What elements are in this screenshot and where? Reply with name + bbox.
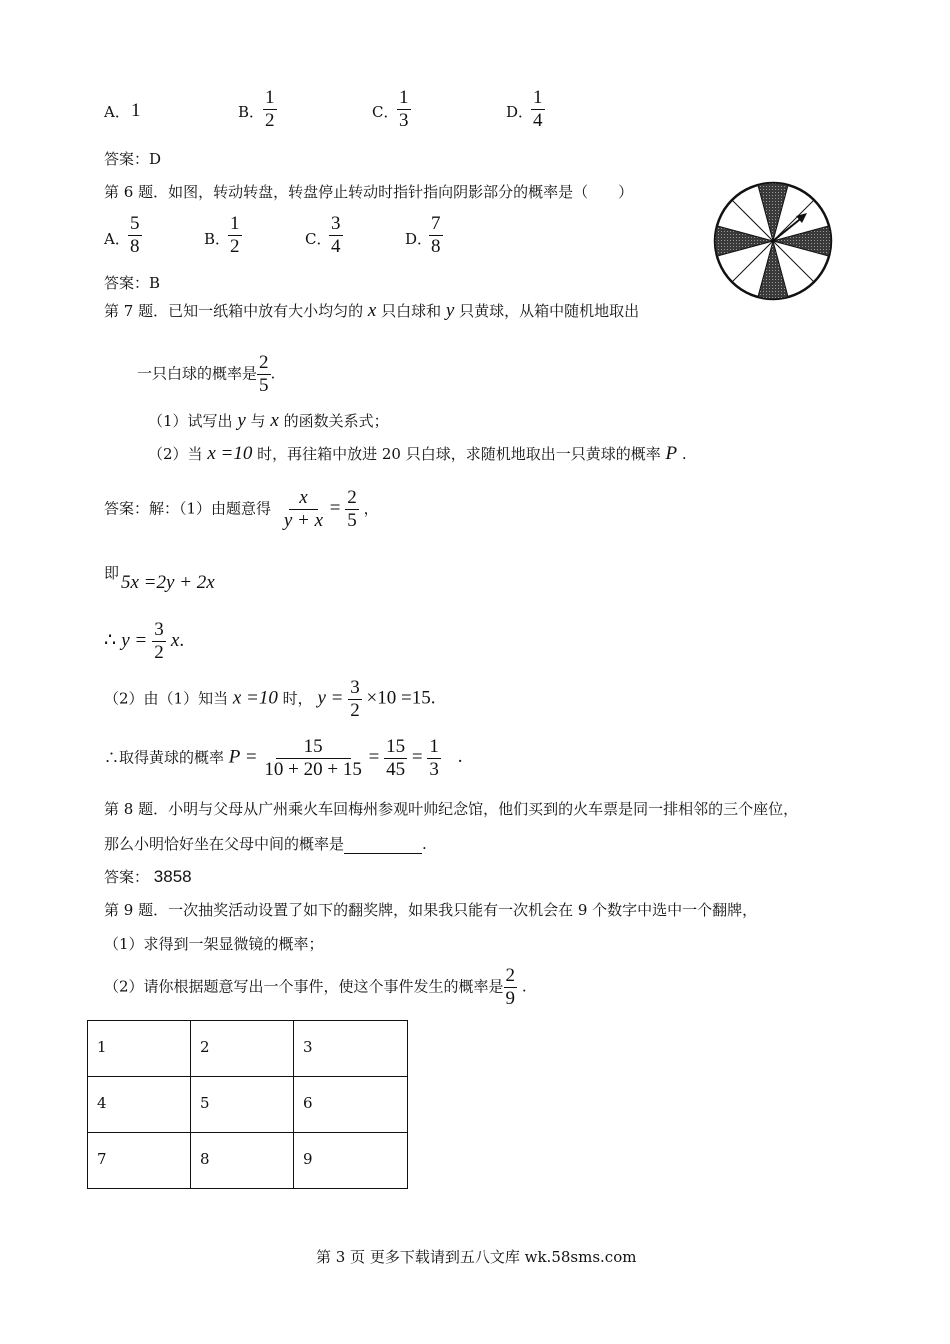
q6-opt-d-label: D． [405, 230, 433, 248]
q7-sub2-b: 时，再往箱中放进 20 只白球，求随机地取出一只黄球的概率 [257, 445, 661, 463]
q7-eq2-lhs: y = [121, 629, 148, 651]
grid-cell: 9 [294, 1133, 408, 1189]
q6-opt-a-fraction: $\frac{5}{8}$ [130, 213, 140, 257]
grid-cell: 7 [88, 1133, 191, 1189]
q7-part2-fraction: $\frac{3}{2}$ [350, 677, 360, 721]
q7-intro [104, 300, 639, 322]
q7-sub1-b: 与 [250, 412, 266, 430]
q5-opt-b-fraction: $\frac{1}{2}$ [265, 87, 275, 131]
q7-sub2: （2）当 x =10 时，再往箱中放进 20 只白球，求随机地取出一只黄球的概率 P . [148, 443, 687, 464]
q7-line2: 一只白球的概率是 $\frac{2}{5}$ . [137, 352, 276, 396]
grid-cell: 6 [294, 1077, 408, 1133]
grid-cell: 5 [191, 1077, 294, 1133]
q5-opt-a-label: A． [104, 103, 130, 121]
q7-answer-lhs-fraction: $\frac{x}{y + x}$ [283, 487, 324, 531]
q7-equation2: ∴ y = $\frac{3}{2}$ x. [104, 619, 185, 663]
q7-sub1-c: 的函数关系式； [283, 412, 389, 430]
q5-opt-d-fraction: $\frac{1}{4}$ [533, 87, 543, 131]
q7-part2-var-y: y = [317, 687, 344, 709]
page-footer: 第 3 页 更多下载请到五八文库 wk.58sms.com [316, 1248, 637, 1266]
q9-sub1: （1）求得到一架显微镜的概率； [104, 935, 324, 953]
q7-probability-var: P = [228, 746, 258, 768]
q6-opt-c-label: C． [305, 230, 332, 248]
q5-opt-d-label: D． [506, 103, 534, 121]
q8-line1: 第 8 题．小明与父母从广州乘火车回梅州参观叶帅纪念馆，他们买到的火车票是同一排相邻的三个座位， [104, 800, 799, 818]
q9-line1: 第 9 题．一次抽奖活动设置了如下的翻奖牌，如果我只能有一次机会在 9 个数字中选中一个翻牌， [104, 901, 758, 919]
q7-sub1-a: （1）试写出 [148, 412, 233, 430]
q6-opt-c-fraction: $\frac{3}{4}$ [331, 213, 341, 257]
q5-answer: 答案：D [104, 150, 162, 168]
q7-probability-fraction3: $\frac{1}{3}$ [429, 736, 439, 780]
q7-intro-c: 只黄球，从箱中随机地取出 [459, 302, 640, 320]
q7-eq2-var-x: x [170, 629, 180, 651]
q7-part2: （2）由（1）知当 x =10 时， y = $\frac{3}{2}$ ×10 =15. [104, 677, 436, 721]
table-row [88, 1021, 408, 1077]
q6-opt-b-label: B． [204, 230, 231, 248]
q7-line2-text: 一只白球的概率是 [137, 364, 258, 383]
q7-probability-fraction1: $\frac{15}{10 + 20 + 15}$ [264, 736, 362, 780]
q7-sub2-var-p: P [665, 443, 678, 464]
q7-ji: 即 [104, 564, 120, 582]
q7-var-y: y [445, 300, 455, 321]
q6-opt-b-fraction: $\frac{1}{2}$ [230, 213, 240, 257]
q5-opt-c-fraction: $\frac{1}{3}$ [399, 87, 409, 131]
grid-cell: 3 [294, 1021, 408, 1077]
q9-sub2-text: （2）请你根据题意写出一个事件，使这个事件发生的概率是 [104, 977, 504, 996]
grid-cell: 4 [88, 1077, 191, 1133]
q6-opt-d-fraction: $\frac{7}{8}$ [431, 213, 441, 257]
q8-answer-label: 答案： [104, 868, 150, 886]
q5-opt-c-label: C． [372, 103, 399, 121]
q6-text: 第 6 题．如图，转动转盘，转盘停止转动时指针指向阴影部分的概率是（ ） [104, 183, 634, 201]
q8-line2-text: 那么小明恰好坐在父母中间的概率是 [104, 835, 345, 853]
grid-cell: 1 [88, 1021, 191, 1077]
q7-var-x: x [367, 300, 377, 321]
q7-answer-intro: 答案：解：（1）由题意得 [104, 499, 272, 518]
q7-probability-text: ∴取得黄球的概率 [104, 748, 225, 767]
table-row [88, 1133, 408, 1189]
q7-sub1 [148, 410, 389, 432]
q7-answer-line1: 答案：解：（1）由题意得 $\frac{x}{y + x}$ = $\frac{2}{5}$ ， [104, 487, 379, 531]
q7-sub1-var-y: y [237, 410, 246, 431]
q7-intro-a: 第 7 题．已知一纸箱中放有大小均匀的 [104, 302, 364, 320]
table-row [88, 1077, 408, 1133]
q7-probability: ∴取得黄球的概率 P = $\frac{15}{10 + 20 + 15}$ = $\frac{15}{45}$ = $\frac{1}{3}$ . [104, 736, 463, 780]
q8-answer-blank [344, 837, 422, 854]
q7-part2-b: 时， [282, 689, 313, 708]
q7-sub2-equation: x =10 [207, 443, 253, 464]
q8-line2: 那么小明恰好坐在父母中间的概率是 . [104, 835, 427, 853]
therefore-symbol: ∴ [104, 629, 117, 651]
q7-part2-a: （2）由（1）知当 [104, 689, 229, 708]
q9-sub2: （2）请你根据题意写出一个事件，使这个事件发生的概率是 $\frac{2}{9}$ . [104, 965, 527, 1009]
q5-opt-b-label: B． [238, 103, 265, 121]
q7-probability-fraction2: $\frac{15}{45}$ [386, 736, 406, 780]
grid-cell: 2 [191, 1021, 294, 1077]
q7-intro-b: 只白球和 [381, 302, 442, 320]
q7-eq2-fraction: $\frac{3}{2}$ [154, 619, 164, 663]
q6-opt-a-label: A． [104, 230, 130, 248]
q9-sub2-fraction: $\frac{2}{9}$ [505, 965, 516, 1009]
q7-part2-equation: x =10 [232, 687, 278, 709]
q8-answer-value: 3858 [153, 867, 192, 886]
q7-sub1-var-x: x [270, 410, 279, 431]
grid-cell: 8 [191, 1133, 294, 1189]
spinner-figure [712, 180, 834, 302]
q7-sub2-a: （2）当 [148, 445, 203, 463]
q7-answer-rhs-fraction: $\frac{2}{5}$ [347, 487, 357, 531]
q7-part2-result: ×10 =15 [366, 687, 431, 709]
prize-card-grid [87, 1020, 408, 1189]
q7-line2-fraction: $\frac{2}{5}$ [259, 352, 269, 396]
q5-opt-a-value: 1 [131, 100, 141, 121]
q6-answer: 答案：B [104, 274, 161, 292]
q7-equation1: 5x =2y + 2x [121, 572, 215, 593]
q8-answer [104, 866, 192, 887]
